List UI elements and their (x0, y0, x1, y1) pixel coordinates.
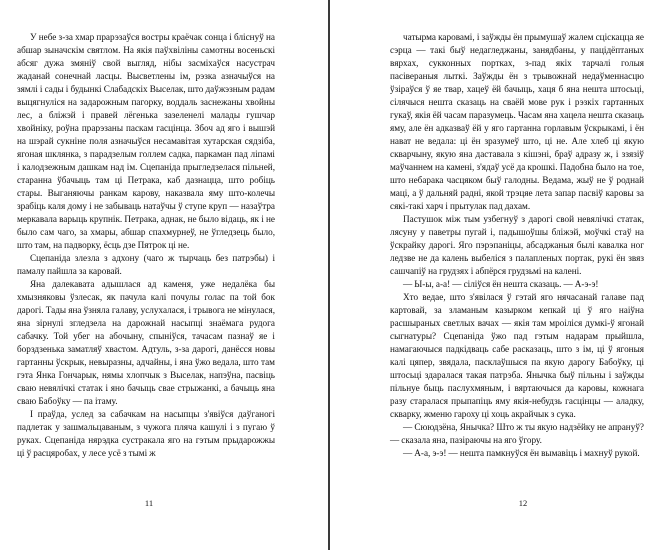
page-number: 11 (144, 498, 154, 508)
paragraph: чатырма каровамі, і заўжды ён прымушаў жалем сціскацца яе сэрца — такі быў недагледжаны, занядбаны, у пацідёптаных вярхах, сукконных портках, з-пад якіх тарчалі голыя пасівераныя лыткі. Заўжды ён з трывожнай недаўменнасцю ўзіраўся ў яе твар, хацеў ёй бачыць, хаця б яна нешта штосьці, сілячыся нешта сказаць на сваёй мове рук і рэзкіх гартанных гукаў, якія ёй часам паразумець. Часам яна хацела нешта сказаць яму, але ён адказваў ёй у яго гартанна горлавым ўскрыкамі, і ён нават не ведала: ці ён зразумеў што, ці не. Але хлеб ці якую скварчыну, якую яна даставала з кішэні, браў адразу ж, і ззязіў маўчаннем на камені, з'ядаў усё да крошкі. Падобна было на тое, што небарака часцяком быў галодны. Ведама, жыў не ў роднай маці, а ў дальняй радні, якой трэцяе лета запар пасвіў каровы за сякі-такі харч і прытулак пад дахам. (390, 32, 644, 211)
paragraph: Пастушок між тым узбегнуў з дарогі свой невялічкі статак, лясуну у паветры пугай і, падышоўшы бліжэй, моўчкі стаў на ўскрайку дарогі. Яго пэрэпаніцы, абсаджаныя былі кавалка ног ледзве не да калень выбеліся з палапленых портак, рукі ён звяз сашчапіў на грудзях і абпёрся грудзьмі на калені. (390, 214, 644, 276)
left-page-text (17, 31, 275, 460)
paragraph: І праўда, услед за сабачкам на насыпцы з'явіўся даўганогі падлетак у зашмальцаваным, з чужога пляча кашулі і з пугаю ў руках. Сцепаніда нярэдка сустракала яго на гэтым прыдарожжы ці ў расцяробах, у лесе усё з тымі ж (17, 409, 275, 458)
right-page-text (390, 31, 644, 460)
page-number: 12 (518, 498, 528, 508)
left-page (0, 0, 328, 550)
paragraph: Сцепаніда злезла з адхону (чаго ж тырчаць без патрэбы) і памалу пайшла за каровай. (17, 253, 275, 276)
paragraph: — Сююдзёна, Янычка? Што ж ты якую надзёйку не апрануў? — сказала яна, пазіраючы на яго ўгору. (390, 422, 644, 445)
paragraph: Хто ведае, што з'явілася ў гэтай яго нячасанай галаве пад картовай, за зламаным казырком кепкай ці ў яго наіўна расшыраных светлых вачах — якія там мроіліся думкі-ў ягонай сыгнатуры? Сцепаніда ўжо пад гэтым надарам прыйшла, намагаючыся падкідваць сабе расказаць, што з ім, ці ў ягоныя калі цяпер, звядала, пасклаўшыся па якую дарогу Бабоўку, ці штосьці здаралася такая патрэба. Янычка быў пільны і заўжды пільнуе быць паслухмяным, і вяртаючыся да каровы, кожнага разу старалася прыпапіць яму якія-небудзь гасцінцы — аладку, скварку, жменю гароху ці хоць акрайчык з сука. (390, 292, 644, 419)
paragraph: У небе з-за хмар прарэзаўся востры краёчак сонца і бліснуў на абшар зыначскім святлом. На якія паўхвіліны самотны восеньскі абсяг дужа змяніў свой выгляд, нібы засміхаўся насустрач жаданай сонечнай ласцы. Высветлены ім, рэзка азначыўся на зямлі і сады і будынкі Слабадскіх Выселак, што даўжэзным радам выцягнуліся на задарожным пагорку, воддаль заснежаны хвойны лес, а бліжэй і правей лёгенька зазеленелі малады гушчар хвойніку, роўна прарэзаны паскам гасцінца. Збоч ад яго і вышэй на шэрай сукніне поля азначыўся несамавітая хутарская сядзіба, ягоная шклянка, з парадзелым голлем садка, паркаман пад ліпамі і калодзежным дашкам над ім. Сцепаніда прыгледзелася пільней, старанна ўбачыць там ці Петрака, каб дазнацца, што робіць стары. Выганяючы ранкам карову, наказвала яму што-колечы зрабіць каля дому і не забываць натаўчы ў ступе круп — назаўтра меркавала варыць крупнік. Петрака, аднак, не было відаць, як і не было сам чаго, за хмары, абшар спахмурнеў, не ўгледзець было, што там, на падворку, ёсць дзе Пятрок ці не. (17, 32, 275, 250)
paragraph: — А-а, э-э! — нешта памкнуўся ён вымавіць і махнуў рукой. (403, 448, 640, 458)
right-page (330, 0, 658, 550)
paragraph: Яна далекавата адышлася ад каменя, уже недалёка бы хмызняковы ўзлесак, як пачула калі почулы голас па той бок дарогі. Тады яна ўзняла галаву, услухалася, і трывога не мінулася, яна зірнулі згледзела на дарожнай насыпці знаёмага рудога сабачку. Той убег на абочыну, спыніўся, тачасам пазнаў яе і борздзенька заматляў хвастом. Адтуль, з-за дарогі, данёсся новы гартанны ўскрык, невыразны, адчайны, і яна ўжо ведала, што там гэта Янка Гончарык, нямы хлопчык з Выселак, напэўна, пасвіць сваю невялічкі статак і яно бачыць свае стрыжанкі, а бачыць яна сваю Бабоўку — па ітаму. (17, 279, 275, 406)
paragraph: — Ы-ы, а-а! — сіліўся ён нешта сказаць. — А-э-э! (403, 279, 599, 289)
